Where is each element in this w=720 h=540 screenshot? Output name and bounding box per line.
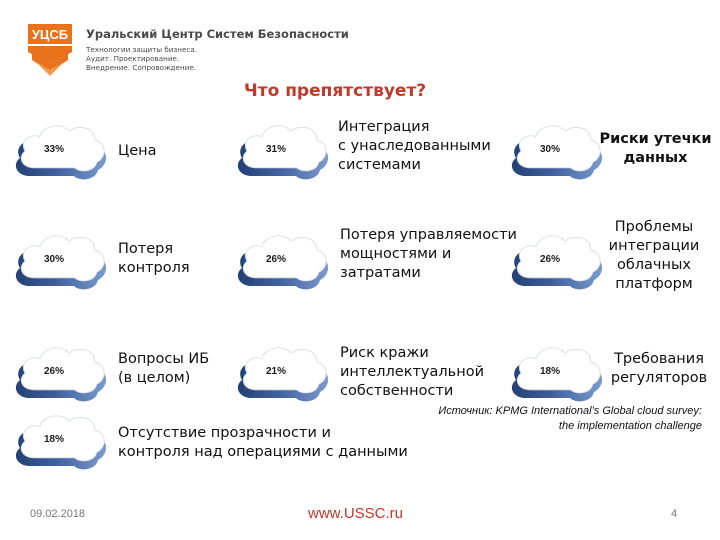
percent-value: 18% [43,433,64,445]
obstacle-label-line: Риск кражи [340,345,429,361]
obstacle-label-line: Цена [118,143,157,159]
tagline-line: Внедрение. Сопровождение. [86,63,197,72]
obstacle-label-line: интеллектуальной [340,364,484,380]
source-title: KPMG International’s Global cloud survey: [495,405,702,417]
obstacle-label-line: интеграции [608,238,700,254]
obstacle-label-line: Отсутствие прозрачности и [118,425,331,441]
source-prefix: Источник: [438,405,496,417]
company-logo [26,22,74,76]
obstacle-label-line: платформ [615,276,693,292]
org-tagline [86,45,197,72]
obstacle-label [604,218,704,294]
obstacle-label-line: Проблемы [614,219,694,235]
cloud-badge [224,118,328,180]
footer-date: 09.02.2018 [30,508,86,520]
obstacle-label-line: регуляторов [610,370,708,386]
obstacle-label-line: Требования [614,351,704,367]
obstacle-label [598,130,713,168]
cloud-badge [498,340,602,402]
percent-value: 26% [265,253,286,265]
source-title-line2: the implementation challenge [558,420,702,432]
obstacle-label-line: Потеря управляемости [340,227,517,243]
cloud-badge [2,228,106,290]
percent-value: 18% [539,365,560,377]
obstacle-label-line: мощностями и [340,246,452,262]
cloud-badge [224,228,328,290]
footer-url-link[interactable]: www.USSC.ru [308,505,404,522]
percent-value: 26% [43,365,64,377]
cloud-badge [2,408,106,470]
obstacle-label [604,350,714,388]
cloud-badge [498,118,602,180]
page-number: 4 [671,508,678,520]
obstacle-label-line: контроля [118,260,190,276]
percent-value: 21% [265,365,286,377]
tagline-line: Технологии защиты бизнеса. [86,45,198,54]
obstacle-label-line: затратами [340,265,421,281]
obstacle-label [340,344,520,401]
percent-value: 26% [539,253,560,265]
percent-value: 30% [539,143,560,155]
obstacle-label-line: Интеграция [338,119,430,135]
org-name: Уральский Центр Систем Безопасности [86,27,349,41]
obstacle-label-line: Потеря [118,241,174,257]
percent-value: 33% [43,143,64,155]
obstacle-label-line: Риски утечки [599,131,712,147]
obstacle-label-line: контроля над операциями с данными [118,444,408,460]
obstacle-label-line: (в целом) [118,370,191,386]
obstacle-label-line: данных [623,150,688,166]
obstacle-label-line: системами [338,157,421,173]
obstacle-label-line: Вопросы ИБ [118,351,210,367]
tagline-line: Аудит. Проектирование. [86,54,180,63]
source-note [382,404,702,434]
obstacle-label-line: облачных [616,257,692,273]
obstacle-label-line: собственности [340,383,454,399]
percent-value: 30% [43,253,64,265]
cloud-badge [224,340,328,402]
svg-text:УЦСБ: УЦСБ [31,27,69,42]
slide-title: Что препятствует? [244,81,427,101]
percent-value: 31% [265,143,286,155]
cloud-badge [2,340,106,402]
cloud-badge [498,228,602,290]
obstacle-label-line: с унаследованными [338,138,491,154]
obstacle-label [338,118,518,175]
cloud-badge [2,118,106,180]
